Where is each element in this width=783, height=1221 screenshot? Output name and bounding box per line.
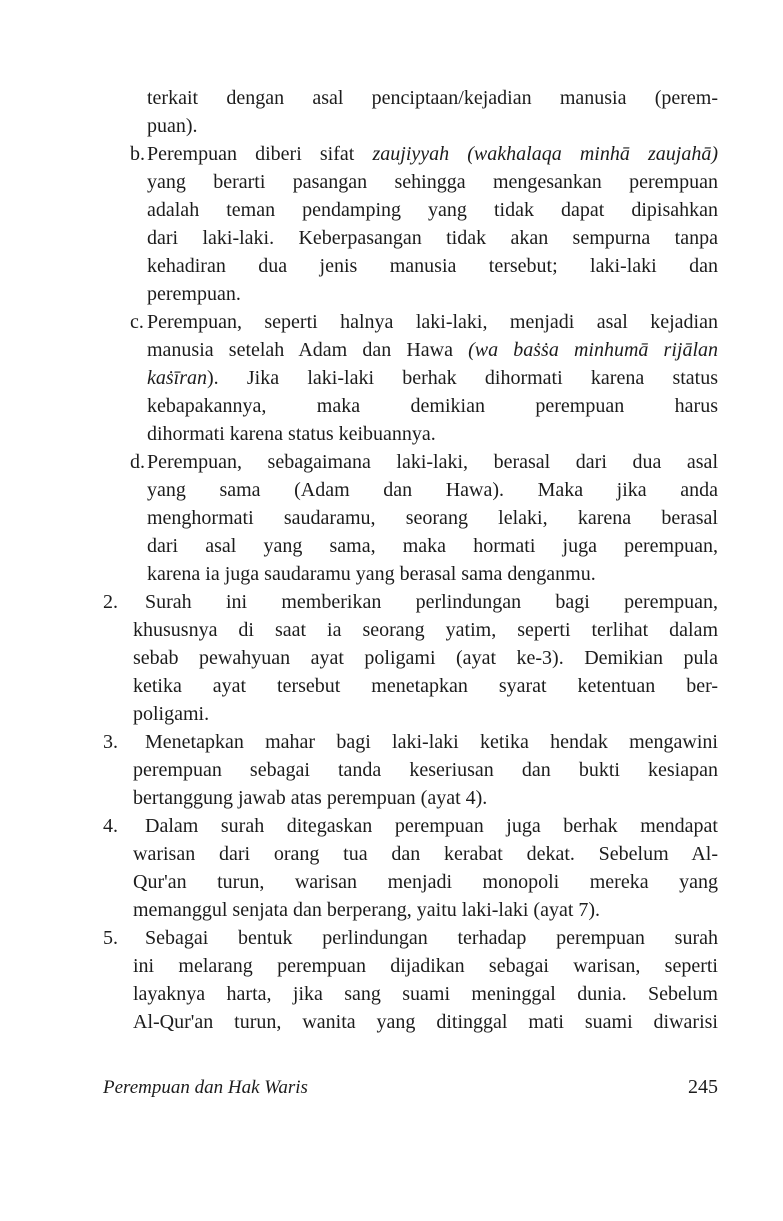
text-segment: Perempuan, sebagaimana laki-laki, berasal dari dua asal (147, 451, 718, 473)
list-item-5 (103, 924, 718, 1036)
text-segment: poligami. (133, 703, 210, 725)
list-marker: 5. (103, 927, 118, 949)
text-segment: Dalam surah ditegaskan perempuan juga berhak mendapat (145, 815, 718, 837)
page-number: 245 (688, 1076, 718, 1098)
text-segment: Perempuan, seperti halnya laki-laki, menjadi asal kejadian (147, 311, 718, 333)
text-segment: khususnya di saat ia seorang yatim, seperti terlihat dalam (133, 619, 718, 641)
text-segment: adalah teman pendamping yang tidak dapat dipisahkan (147, 199, 718, 221)
text-segment: Menetapkan mahar bagi laki-laki ketika hendak mengawini (145, 731, 718, 753)
text-segment: Surah ini memberikan perlindungan bagi perempuan, (145, 591, 718, 613)
list-item-b (103, 140, 718, 308)
transliteration-italic: kaṡīran (147, 367, 207, 389)
text-segment: Sebagai bentuk perlindungan terhadap perempuan surah (145, 927, 718, 949)
text-line (103, 504, 718, 532)
text-segment: puan). (147, 115, 198, 137)
text-segment: kehadiran dua jenis manusia tersebut; laki-laki dan (147, 255, 718, 277)
text-segment: layaknya harta, jika sang suami meninggal dunia. Sebelum (133, 983, 718, 1005)
text-line (103, 364, 718, 392)
list-marker: 2. (103, 591, 118, 613)
page-footer (103, 1074, 718, 1101)
text-segment: dihormati karena status keibuannya. (147, 423, 436, 445)
text-line (103, 84, 718, 112)
text-segment: dari asal yang sama, maka hormati juga perempuan, (147, 535, 718, 557)
text-line (103, 336, 718, 364)
text-segment: dari laki-laki. Keberpasangan tidak akan sempurna tanpa (147, 227, 718, 249)
text-segment: warisan dari orang tua dan kerabat dekat. Sebelum Al- (133, 843, 718, 865)
list-marker: c. (130, 311, 144, 333)
text-line (103, 112, 718, 140)
text-segment: ketika ayat tersebut menetapkan syarat ketentuan ber- (133, 675, 718, 697)
text-segment: memanggul senjata dan berperang, yaitu laki-laki (ayat 7). (133, 899, 601, 921)
text-line (103, 756, 718, 784)
text-line (103, 924, 718, 952)
text-line (103, 476, 718, 504)
list-marker: b. (130, 143, 145, 165)
text-line (103, 616, 718, 644)
text-line (103, 532, 718, 560)
text-line (103, 644, 718, 672)
text-line (103, 308, 718, 336)
text-line (103, 672, 718, 700)
text-segment: ). Jika laki-laki berhak dihormati karena status (207, 367, 718, 389)
text-segment: sebab pewahyuan ayat poligami (ayat ke-3). Demikian pula (133, 647, 718, 669)
text-segment: perempuan sebagai tanda keseriusan dan bukti kesiapan (133, 759, 718, 781)
text-segment: ini melarang perempuan dijadikan sebagai warisan, seperti (133, 955, 718, 977)
transliteration-italic: (wa baṡṡa minhumā rijālan (468, 339, 719, 361)
text-line (103, 196, 718, 224)
text-line (103, 588, 718, 616)
text-line (103, 728, 718, 756)
text-line (103, 140, 718, 168)
text-segment: yang berarti pasangan sehingga mengesankan perempuan (147, 171, 718, 193)
list-marker: d. (130, 451, 145, 473)
text-line (103, 868, 718, 896)
text-line (103, 1008, 718, 1036)
list-item-3 (103, 728, 718, 812)
text-line (103, 392, 718, 420)
text-segment: menghormati saudaramu, seorang lelaki, karena berasal (147, 507, 718, 529)
text-line (103, 560, 718, 588)
transliteration-italic: zaujiyyah (wakhalaqa minhā zaujahā) (372, 143, 718, 165)
text-line (103, 980, 718, 1008)
paragraph-continuation (103, 84, 718, 140)
list-item-d (103, 448, 718, 588)
text-segment: bertanggung jawab atas perempuan (ayat 4). (133, 787, 488, 809)
text-line (103, 280, 718, 308)
text-segment: Qur'an turun, warisan menjadi monopoli mereka yang (133, 871, 718, 893)
text-segment: Al-Qur'an turun, wanita yang ditinggal mati suami diwarisi (133, 1011, 718, 1033)
text-segment: Perempuan diberi sifat (147, 143, 373, 165)
text-line (103, 224, 718, 252)
text-line (103, 168, 718, 196)
text-line (103, 420, 718, 448)
list-item-c (103, 308, 718, 448)
page-body-text (103, 84, 718, 1036)
list-item-2 (103, 588, 718, 728)
text-line (103, 784, 718, 812)
text-segment: manusia setelah Adam dan Hawa (147, 339, 469, 361)
running-footer-title: Perempuan dan Hak Waris (103, 1077, 308, 1098)
list-marker: 4. (103, 815, 118, 837)
text-segment: perempuan. (147, 283, 241, 305)
list-marker: 3. (103, 731, 118, 753)
list-item-4 (103, 812, 718, 924)
text-line (103, 896, 718, 924)
text-line (103, 812, 718, 840)
text-segment: terkait dengan asal penciptaan/kejadian manusia (perem- (147, 87, 718, 109)
text-line (103, 252, 718, 280)
text-segment: kebapakannya, maka demikian perempuan harus (147, 395, 718, 417)
text-line (103, 700, 718, 728)
text-segment: karena ia juga saudaramu yang berasal sama denganmu. (147, 563, 596, 585)
text-segment: yang sama (Adam dan Hawa). Maka jika anda (147, 479, 718, 501)
text-line (103, 448, 718, 476)
text-line (103, 840, 718, 868)
text-line (103, 952, 718, 980)
